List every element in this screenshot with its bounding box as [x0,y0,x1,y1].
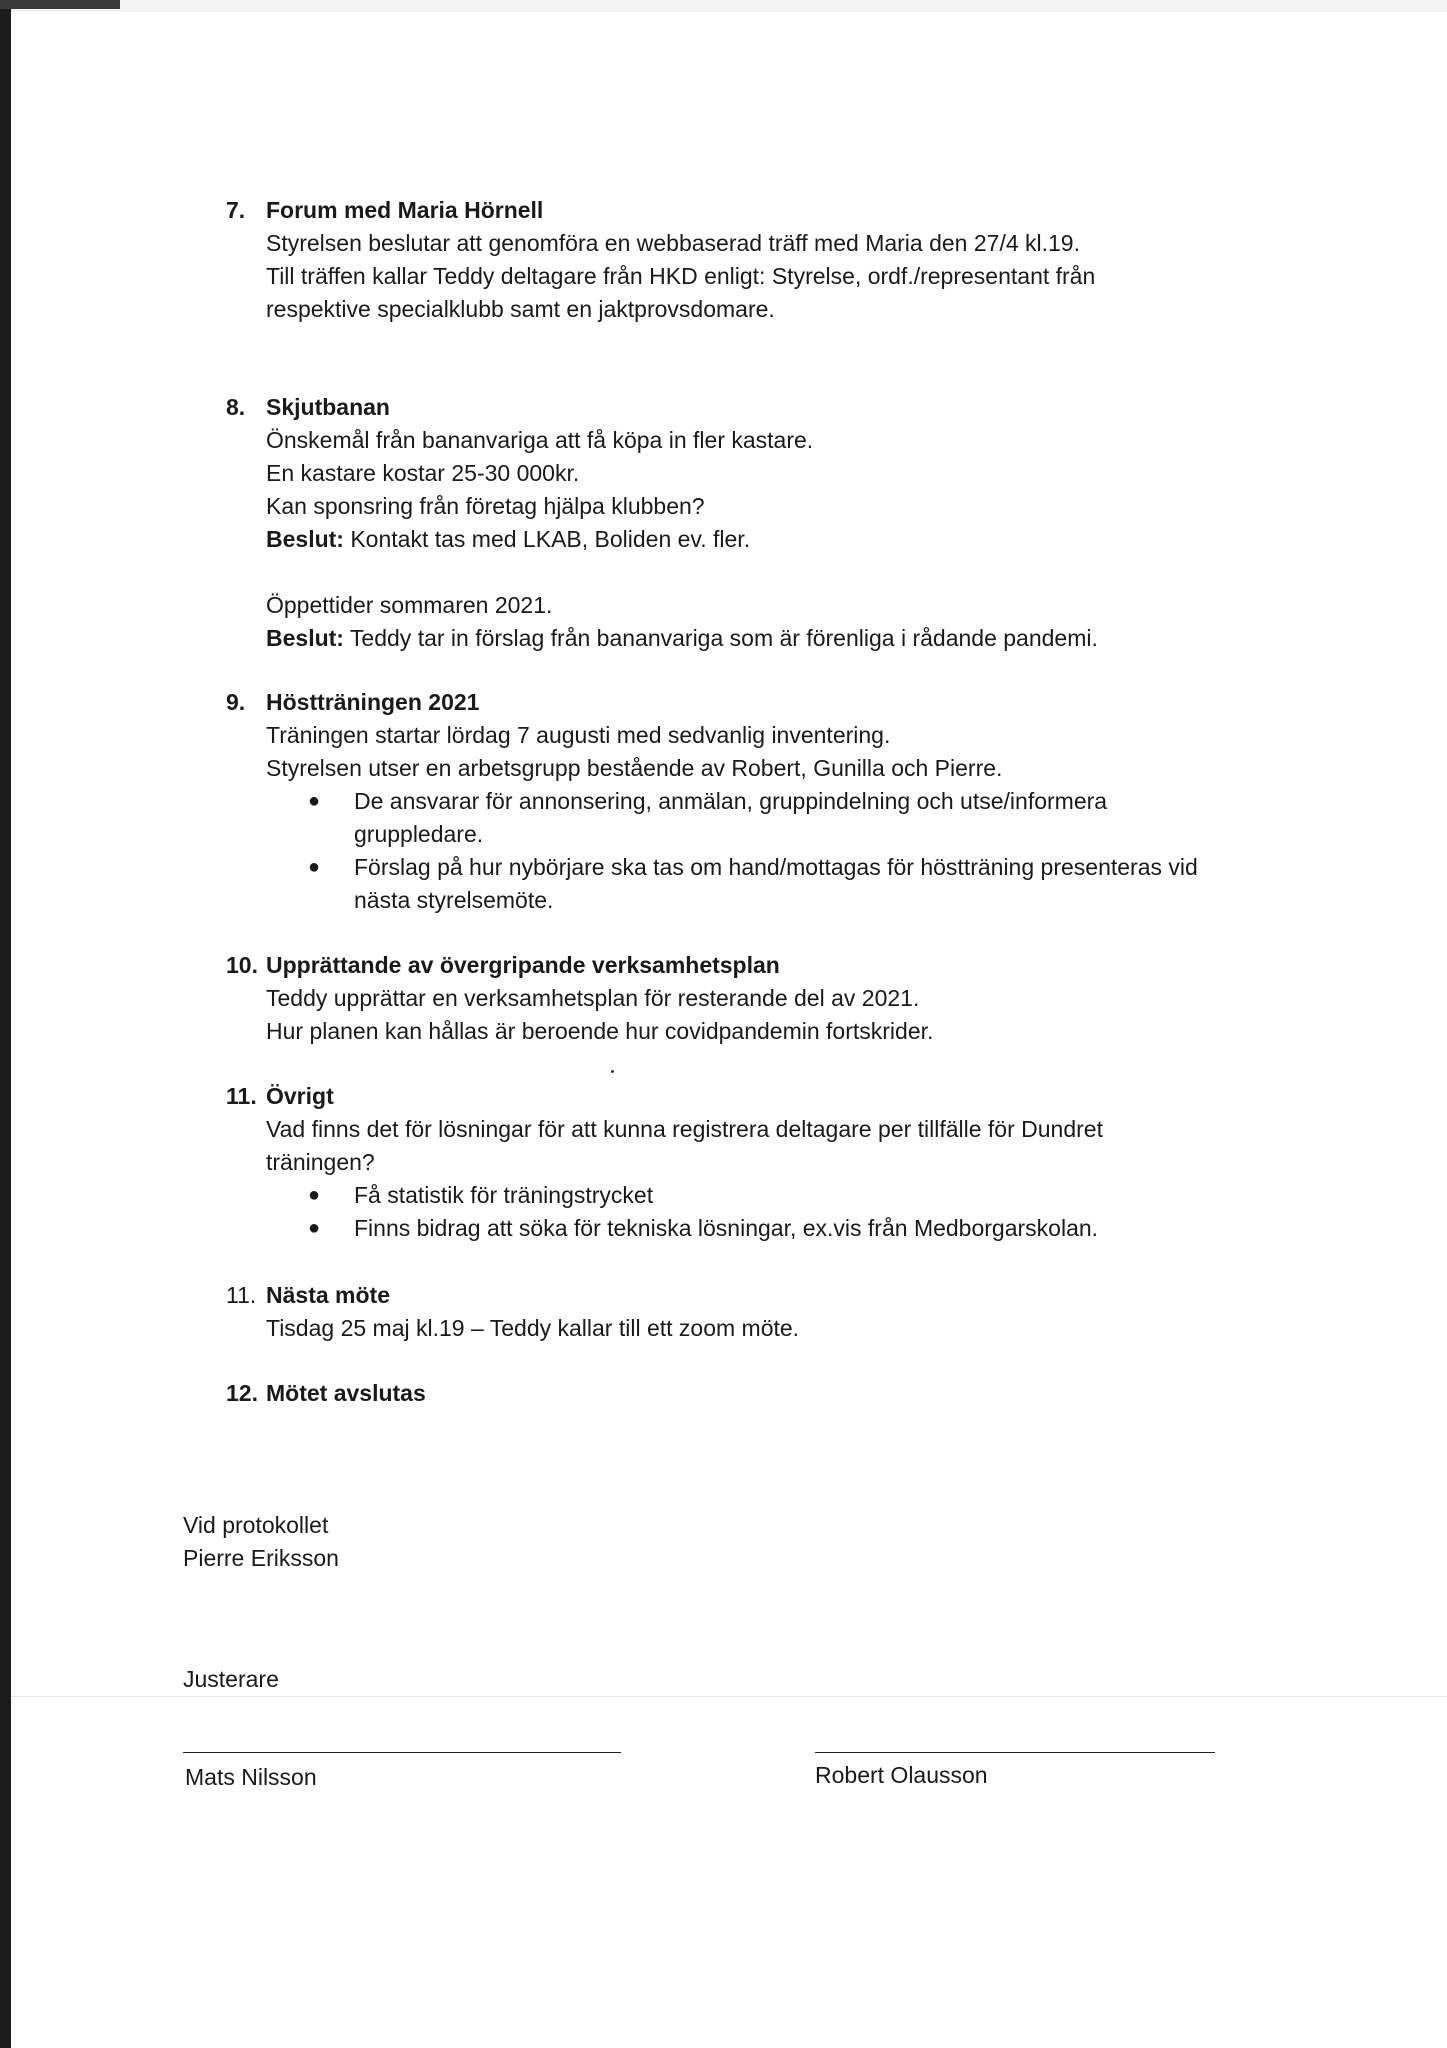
adjuster-name: Robert Olausson [815,1762,988,1788]
section-11-ovrigt [226,1080,1306,1245]
text-line: Få statistik för träningstrycket [354,1182,654,1208]
decision-label: Beslut: [266,526,344,552]
section-number: 11. [226,1282,257,1308]
bullet-icon: ● [308,1184,321,1206]
section-number: 10. [226,952,258,978]
section-12 [226,1377,1306,1410]
section-title: Upprättande av övergripande verksamhetsplan [266,952,780,978]
text-line: Önskemål från bananvariga att få köpa in fler kastare. [266,427,814,453]
decision-text: Kontakt tas med LKAB, Boliden ev. fler. [343,526,751,552]
list-item [308,851,1306,917]
section-title: Forum med Maria Hörnell [266,197,544,223]
protocol-name: Pierre Eriksson [183,1545,339,1571]
text-line: Tisdag 25 maj kl.19 – Teddy kallar till ett zoom möte. [266,1315,800,1341]
section-title: Nästa möte [266,1282,390,1308]
section-number: 9. [226,689,246,715]
text-line: Öppettider sommaren 2021. [266,592,553,618]
list-item [308,785,1306,851]
adjuster-name: Mats Nilsson [185,1764,317,1790]
text-line: gruppledare. [354,821,484,847]
section-title: Mötet avslutas [266,1380,426,1406]
section-number: 12. [226,1380,258,1406]
section-number: 8. [226,394,246,420]
adjusters-label: Justerare [183,1666,279,1692]
section-7 [226,194,1306,326]
text-line: Teddy upprättar en verksamhetsplan för resterande del av 2021. [266,985,920,1011]
text-line: Kan sponsring från företag hjälpa klubben? [266,493,705,519]
section-number: 11. [226,1083,257,1109]
signature-line [815,1752,1215,1753]
text-line: Förslag på hur nybörjare ska tas om hand/mottagas för höstträning presenteras vid [354,854,1198,880]
section-title: Höstträningen 2021 [266,689,480,715]
bullet-icon: ● [308,856,321,878]
section-title: Skjutbanan [266,394,390,420]
text-line: De ansvarar för annonsering, anmälan, gruppindelning och utse/informera [354,788,1108,814]
signature-line [183,1752,621,1753]
scan-speck [611,1070,614,1073]
text-line: nästa styrelsemöte. [354,887,554,913]
section-8 [226,391,1306,655]
bullet-icon: ● [308,790,321,812]
text-line: Hur planen kan hållas är beroende hur covidpandemin fortskrider. [266,1018,934,1044]
text-line: Styrelsen beslutar att genomföra en webbaserad träff med Maria den 27/4 kl.19. [266,230,1080,256]
section-10 [226,949,1306,1048]
section-9 [226,686,1306,917]
section-11-nasta-mote [226,1279,1306,1345]
section-title: Övrigt [266,1083,334,1109]
text-line: En kastare kostar 25-30 000kr. [266,460,580,486]
text-line: Till träffen kallar Teddy deltagare från HKD enligt: Styrelse, ordf./representant från [266,263,1096,289]
protocol-label: Vid protokollet [183,1512,329,1538]
section-number: 7. [226,197,246,223]
text-line: Vad finns det för lösningar för att kunna registrera deltagare per tillfälle för Dundret [266,1116,1103,1142]
decision-line [266,523,1306,556]
decision-text: Teddy tar in förslag från bananvariga som är förenliga i rådande pandemi. [343,625,1098,651]
list-item [308,1212,1306,1245]
list-item [308,1179,1306,1212]
decision-line [266,622,1306,655]
protocol-block [183,1509,339,1575]
text-line: Träningen startar lördag 7 augusti med sedvanlig inventering. [266,722,891,748]
text-line: respektive specialklubb samt en jaktprovsdomare. [266,296,775,322]
text-line: Styrelsen utser en arbetsgrupp bestående av Robert, Gunilla och Pierre. [266,755,1003,781]
bullet-icon: ● [308,1217,321,1239]
text-line: träningen? [266,1149,375,1175]
text-line: Finns bidrag att söka för tekniska lösningar, ex.vis från Medborgarskolan. [354,1215,1099,1241]
decision-label: Beslut: [266,625,344,651]
